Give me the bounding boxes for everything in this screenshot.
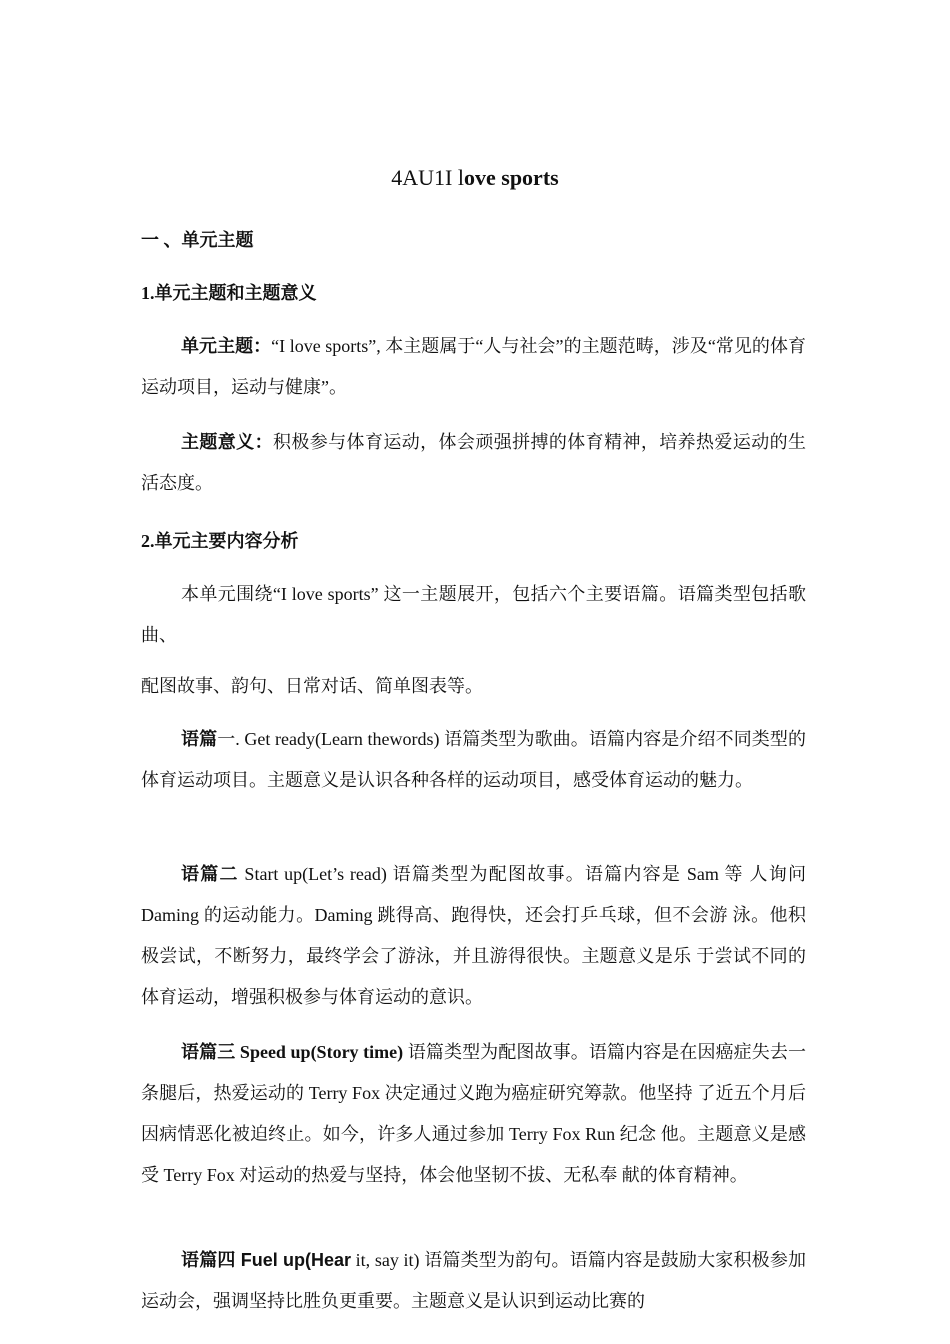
label-text-three: 语篇三 Speed up(Story time) bbox=[181, 1042, 404, 1062]
paragraph-intro-continued: 配图故事、韵句、日常对话、简单图表等。 bbox=[141, 676, 483, 696]
paragraph-theme-meaning: 主题意义：积极参与体育运动，体会顽强拼搏的体育精神，培养热爱运动的生活态度。 bbox=[141, 432, 807, 493]
paragraph-text-four: 语篇四 Fuel up(Hear it, say it) 语篇类型为韵句。语篇内容是鼓励大家积极参加运动会，强调坚持比胜负更重要。主题意义是认识到运动比赛的 bbox=[141, 1250, 807, 1311]
paragraph-text-two: 语篇二 Start up(Let’s read) 语篇类型为配图故事。语篇内容是 Sam 等 人询问 Daming 的运动能力。Daming 跳得高、跑得快，还会打乒乓球，但不会游 泳。他积极尝试，不断努力，最终学会了游泳，并且游得很快。主题意义是乐 于尝试不同的体育运动，增强积极参与体育运动的意识。 bbox=[141, 864, 806, 1007]
label-text-one: 语篇 bbox=[181, 729, 218, 749]
subheading-theme-and-meaning: 1.单元主题和主题意义 bbox=[141, 283, 317, 303]
label-text-two: 语篇二 bbox=[181, 864, 239, 884]
label-theme-meaning: 主题意义： bbox=[181, 432, 273, 452]
section-heading-unit-theme: 一 、单元主题 bbox=[141, 230, 254, 250]
paragraph-text-one: 语篇一. Get ready(Learn thewords) 语篇类型为歌曲。语篇内容是介绍不同类型的体育运动项目。主题意义是认识各种各样的运动项目，感受体育运动的魅力。 bbox=[141, 729, 807, 790]
label-text-four: 语篇四 bbox=[181, 1250, 236, 1270]
label-unit-theme: 单元主题： bbox=[181, 336, 272, 356]
subheading-content-analysis: 2.单元主要内容分析 bbox=[141, 531, 299, 551]
paragraph-text-three: 语篇三 Speed up(Story time) 语篇类型为配图故事。语篇内容是在因癌症失去一条腿后，热爱运动的 Terry Fox 决定通过义跑为癌症研究筹款。他坚持 了近五个月后因病情恶化被迫终止。如今，许多人通过参加 Terry Fox Run 纪念 他。主题意义是感受 Terry Fox 对运动的热爱与坚持，体会他坚韧不拔、无私奉 献的体育精神。 bbox=[141, 1042, 806, 1185]
paragraph-unit-theme: 单元主题：“I love sports”, 本主题属于“人与社会”的主题范畴，涉及“常见的体育运动项目，运动与健康”。 bbox=[141, 336, 807, 397]
document-title: 4AU1I love sports bbox=[391, 165, 559, 190]
paragraph-intro: 本单元围绕“I love sports” 这一主题展开，包括六个主要语篇。语篇类型包括歌曲、 bbox=[141, 584, 806, 645]
